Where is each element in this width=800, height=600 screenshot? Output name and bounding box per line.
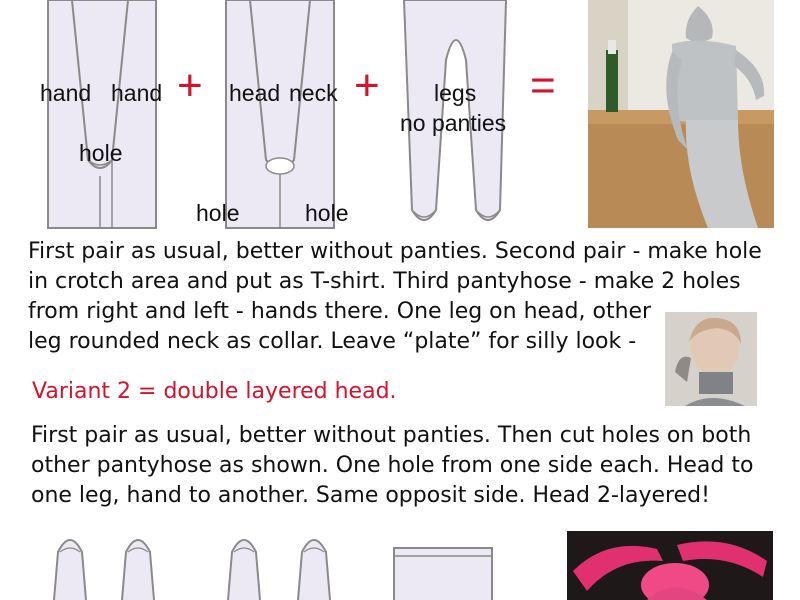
label-legs: legs	[434, 80, 477, 106]
variant-line-1: First pair as usual, better without panties. Then cut holes on both	[31, 423, 752, 448]
label-neck: neck	[289, 80, 338, 106]
label-hole-second-left: hole	[196, 200, 240, 226]
label-hole-second-right: hole	[305, 200, 349, 226]
instruction-line-2: in crotch area and put as T-shirt. Third pantyhose - make 2 holes	[28, 269, 741, 294]
plus-operator-2: +	[354, 61, 380, 110]
plus-operator-1: +	[177, 61, 203, 110]
instruction-line-3: from right and left - hands there. One leg on head, other	[28, 299, 652, 324]
label-hand-left: hand	[40, 80, 92, 106]
instruction-line-4: leg rounded neck as collar. Leave “plate” for silly look -	[28, 329, 637, 354]
variant-line-3: one leg, hand to another. Same opposit side. Head 2-layered!	[31, 483, 710, 508]
equals-operator: =	[530, 61, 556, 110]
label-head: head	[229, 80, 281, 106]
instruction-line-1: First pair as usual, better without panties. Second pair - make hole	[28, 239, 762, 264]
label-hand-right: hand	[111, 80, 163, 106]
variant-heading: Variant 2 = double layered head.	[32, 379, 397, 404]
result-photo-2	[567, 531, 773, 600]
label-no-panties: no panties	[400, 110, 507, 136]
label-hole-first: hole	[79, 140, 123, 166]
variant-line-2: other pantyhose as shown. One hole from one side each. Head to	[31, 453, 754, 478]
